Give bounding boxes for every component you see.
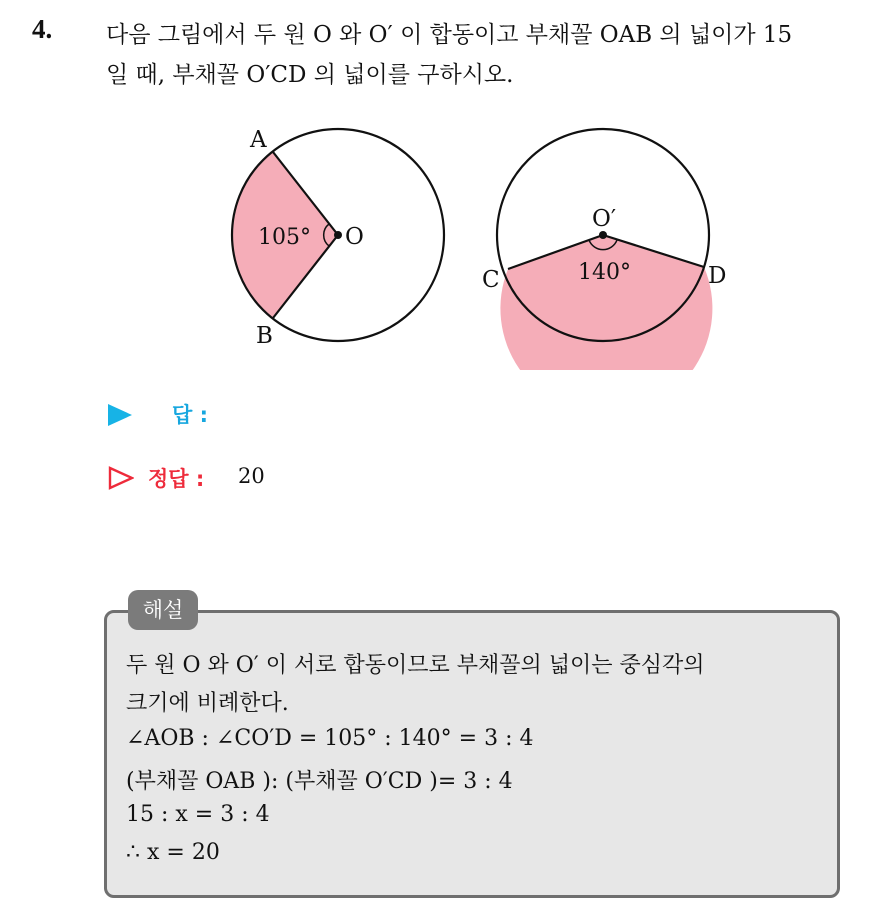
answer-label: 답 : (172, 403, 208, 427)
label-o-prime: O′ (592, 206, 617, 232)
question-number: 4. (32, 14, 53, 44)
question-text-line-1: 다음 그림에서 두 원 O 와 O′ 이 합동이고 부채꼴 OAB 의 넓이가 15 (106, 22, 793, 48)
solution-line-6: ∴ x = 20 (126, 840, 220, 865)
solution-line-3: ∠AOB : ∠CO′D = 105° : 140° = 3 : 4 (126, 726, 534, 751)
solution-line-2: 크기에 비례한다. (126, 691, 289, 716)
label-d: D (708, 263, 727, 289)
solution-line-4: (부채꼴 OAB ): (부채꼴 O′CD )= 3 : 4 (126, 769, 513, 794)
question-text-line-2: 일 때, 부채꼴 O′CD 의 넓이를 구하시오. (106, 62, 514, 88)
solution-line-1: 두 원 O 와 O′ 이 서로 합동이므로 부채꼴의 넓이는 중심각의 (126, 653, 705, 678)
outline-triangle-icon (108, 466, 134, 490)
solution-tab: 해설 (128, 590, 198, 630)
solution-line-5: 15 : x = 3 : 4 (126, 802, 270, 827)
correct-answer-label: 정답 : (148, 467, 205, 491)
sector-ocd (500, 235, 712, 370)
angle-label-140: 140° (578, 260, 631, 285)
angle-label-105: 105° (258, 225, 311, 250)
congruent-circles-figure (0, 0, 884, 370)
play-triangle-icon (108, 404, 132, 426)
correct-answer-value: 20 (238, 464, 265, 488)
label-c: C (482, 267, 500, 293)
label-o: O (345, 224, 364, 250)
label-a: A (250, 127, 267, 153)
right-circle-diagram (482, 129, 726, 370)
center-o-prime-point (599, 231, 607, 239)
center-o-point (334, 231, 342, 239)
label-b: B (256, 323, 273, 349)
left-circle-diagram (232, 127, 444, 349)
